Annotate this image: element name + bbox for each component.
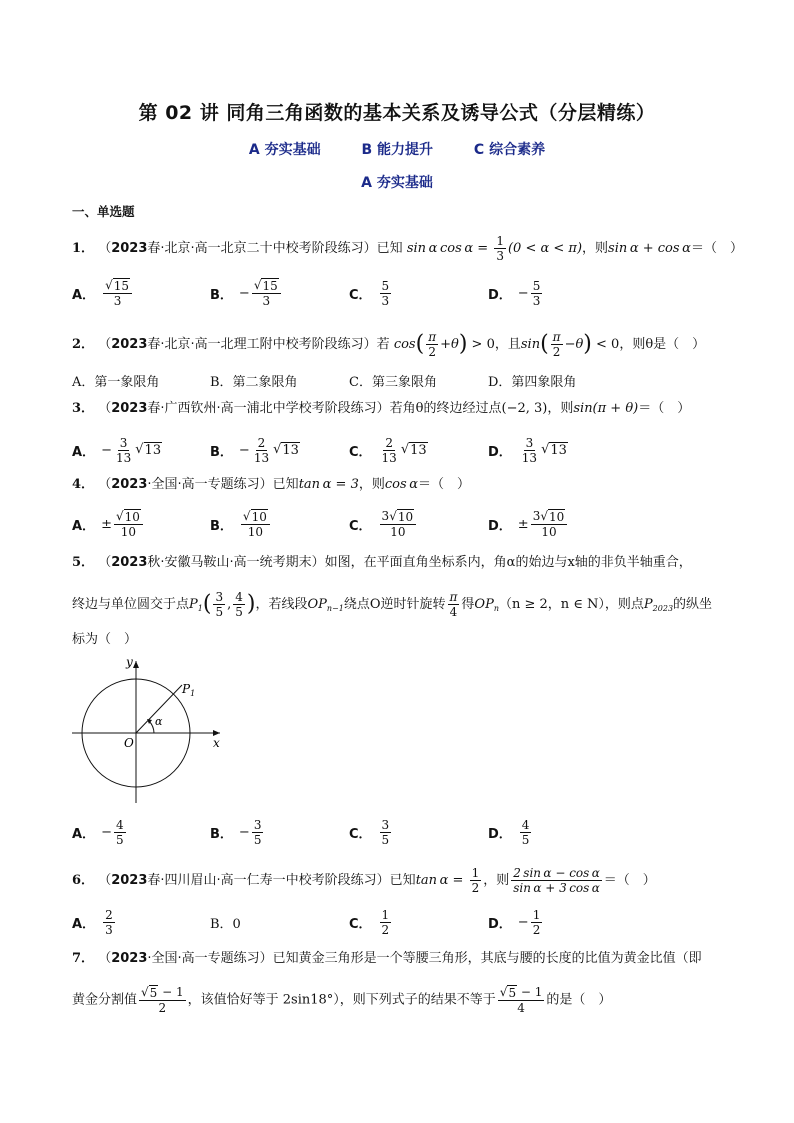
options-4 bbox=[72, 507, 752, 541]
option-c[interactable]: C． 3 √ 10 10 bbox=[349, 507, 418, 541]
option-d[interactable]: D． $\frac{4}{5}$ bbox=[488, 817, 530, 847]
question-6: 6． （2023春·四川眉山·高一仁寿一中校考阶段练习）已知tan α = $\frac{1}{2}$ ，则 $\frac{\text{2 sin α − cos α}}{\text{sin α + 3 cos α}}$ ＝（ ） bbox=[72, 866, 656, 895]
option-a[interactable]: A．第一象限角 bbox=[72, 374, 160, 390]
question-4: 4． （2023·全国·高一专题练习）已知tan α = 3，则cos α＝（ ） bbox=[72, 477, 471, 492]
option-d[interactable]: D． − $\frac{1}{2}$ bbox=[488, 907, 541, 937]
option-b[interactable]: B． √ 10 10 bbox=[210, 507, 272, 541]
level-nav bbox=[0, 139, 794, 159]
option-d[interactable]: D．第四象限角 bbox=[488, 374, 577, 390]
option-d[interactable]: D． $\frac{3}{13}$ √ 13 bbox=[488, 435, 567, 465]
option-b[interactable]: B．第二象限角 bbox=[210, 374, 298, 390]
option-a[interactable]: A． − $\frac{3}{13}$ √ 13 bbox=[72, 435, 162, 465]
question-3: 3． （2023春·广西钦州·高一浦北中学校考阶段练习）若角θ的终边经过点(−2, 3)，则sin(π + θ)＝（ ） bbox=[72, 401, 691, 416]
level-link-c[interactable]: C 综合素养 bbox=[473, 142, 546, 158]
question-5: 5． （2023秋·安徽马鞍山·高一统考期末）如图，在平面直角坐标系内，角α的始边与x轴的非负半轴重合， bbox=[72, 555, 692, 570]
option-a[interactable]: A． − $\frac{4}{5}$ bbox=[72, 817, 124, 847]
section-heading: A 夯实基础 bbox=[361, 175, 433, 191]
question-5-line-3: 标为（ ） bbox=[72, 632, 138, 647]
option-b[interactable]: B． − √ 15 3 bbox=[210, 276, 283, 310]
question-7: 7． （2023·全国·高一专题练习）已知黄金三角形是一个等腰三角形，其底与腰的长度的比值为黄金比值（即 bbox=[72, 951, 702, 966]
option-b[interactable]: B． − $\frac{3}{5}$ bbox=[210, 817, 262, 847]
question-2: 2． （2023春·北京·高一北理工附中校考阶段练习）若 cos( $\frac{\pi}{2}$ +θ) > 0，且sin( $\frac{\pi}{2}$ −θ) < 0，则θ是（ ） bbox=[72, 330, 706, 359]
option-c[interactable]: C． $\frac{5}{3}$ bbox=[349, 278, 390, 308]
question-number: 1． bbox=[72, 241, 95, 256]
angle-label: α bbox=[155, 715, 163, 728]
option-a[interactable]: A． ± √ 10 10 bbox=[72, 507, 145, 541]
question-type-heading: 一、单选题 bbox=[72, 204, 135, 219]
options-3 bbox=[72, 433, 752, 467]
option-c[interactable]: C． $\frac{3}{5}$ bbox=[349, 817, 390, 847]
option-b[interactable]: B． − $\frac{2}{13}$ √ 13 bbox=[210, 435, 299, 465]
option-a[interactable]: A． $\frac{2}{3}$ bbox=[72, 907, 113, 937]
level-link-a[interactable]: A 夯实基础 bbox=[248, 142, 321, 158]
x-axis-label: x bbox=[213, 736, 220, 750]
option-d[interactable]: D． − $\frac{5}{3}$ bbox=[488, 278, 541, 308]
options-5 bbox=[72, 815, 752, 849]
question-5-line-2: 终边与单位圆交于点$P_1$( $\frac{3}{5}$ , $\frac{4}{5}$ )，若线段$OP_{n-1}$绕点O逆时针旋转 $\frac{\pi}{4}$ 得$OP_n(n \ge 2$，n ∈ N），则点$P_{2023}$的纵坐 bbox=[72, 590, 713, 619]
unit-circle-diagram bbox=[70, 655, 230, 805]
options-1 bbox=[72, 276, 752, 310]
question-1: 1． （2023春·北京·高一北京二十中校考阶段练习）已知 sin α cos α = $\frac{1}{3}$ (0 < α < π)，则sin α + cos α＝（ ） bbox=[72, 234, 743, 263]
question-source: （2023春·北京·高一北京二十中校考阶段练习） bbox=[98, 241, 377, 256]
options-6 bbox=[72, 905, 752, 939]
point-label: $P_1$ bbox=[182, 682, 196, 698]
options-2 bbox=[72, 363, 752, 397]
option-c[interactable]: C． $\frac{2}{13}$ √ 13 bbox=[349, 435, 427, 465]
question-7-line-2: 黄金分割值 √ 5 − 1 2 ，该值恰好等于 2sin18°），则下列式子的结果不等于 √ 5 − 1 4 的是（ ） bbox=[72, 985, 612, 1015]
option-a[interactable]: A． √ 15 3 bbox=[72, 276, 134, 310]
option-b[interactable]: B．0 bbox=[210, 916, 241, 932]
option-d[interactable]: D． ± 3 √ 10 10 bbox=[488, 507, 569, 541]
option-c[interactable]: C．第三象限角 bbox=[349, 374, 437, 390]
unit-circle-figure bbox=[70, 655, 230, 805]
origin-label: O bbox=[124, 736, 134, 750]
y-axis-arrow-icon bbox=[133, 661, 139, 668]
option-c[interactable]: C． $\frac{1}{2}$ bbox=[349, 907, 390, 937]
y-axis-label: y bbox=[126, 655, 133, 669]
page-title: 第 02 讲 同角三角函数的基本关系及诱导公式（分层精练） bbox=[138, 102, 656, 124]
level-link-b[interactable]: B 能力提升 bbox=[361, 142, 434, 158]
